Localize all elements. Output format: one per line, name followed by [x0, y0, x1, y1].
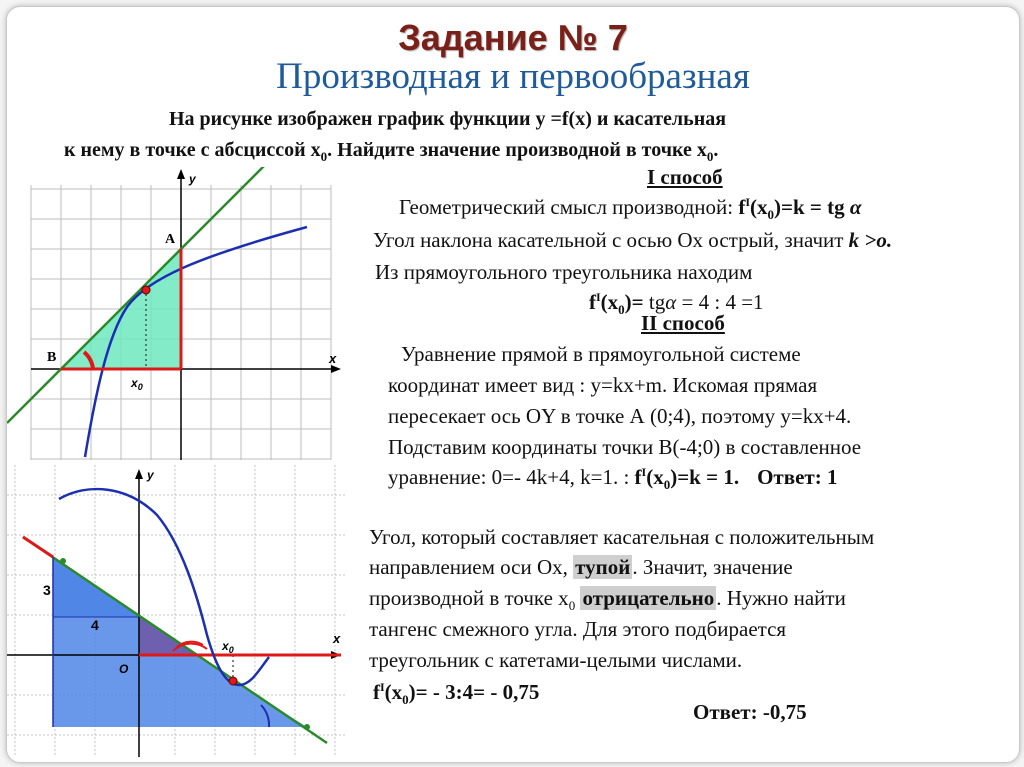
negative-highlight: отрицательно — [582, 586, 715, 610]
graph-1-y-label: y — [189, 172, 196, 186]
graph-1-x0-label: $x_0$ — [131, 376, 143, 392]
part2-line-3: производной в точке $x_0$ отрицательно. Нужно найти — [369, 586, 846, 614]
graph-2-leg-4-label: 4 — [91, 617, 99, 633]
part2-line-1: Угол, который составляет касательная с положительным — [369, 525, 875, 549]
method1-line-1: Геометрический смысл производной: $f^I(x_0)=k$ = tg α — [399, 195, 862, 223]
task-line-2: к нему в точке с абсциссой $x_0$. Найдите значение производной в точке $x_0$. — [64, 139, 719, 164]
graph-2 — [7, 465, 352, 763]
graph-2-bottom-point — [304, 724, 310, 730]
method1-line-3: Из прямоугольного треугольника находим — [375, 260, 753, 284]
graph-1 — [7, 167, 352, 467]
method2-heading: II способ — [641, 311, 725, 335]
graph-2-top-point — [60, 558, 66, 564]
method2-line-4: Подставим координаты точки В(-4;0) в составленное — [388, 435, 862, 459]
method2-line-1: Уравнение прямой в прямоугольной системе — [401, 342, 801, 366]
method1-line-4: $f^I(x_0)= tg\alpha = 4$ : 4 =1 — [589, 290, 764, 318]
part2-line-6: $f^I(x_0)=$ - 3:4= - 0,75 — [373, 680, 540, 708]
method2-line-5: уравнение: 0=- 4k+4, k=1. : $f^I(x_0)=k = 1$. Ответ: 1 — [388, 465, 838, 493]
graph-2-y-arrow — [135, 469, 143, 479]
part2-answer: Ответ: -0,75 — [693, 700, 807, 724]
method1-heading: I способ — [647, 165, 723, 189]
obtuse-highlight: тупой — [575, 555, 631, 579]
slide-title: Задание № 7 — [398, 17, 628, 58]
graph-2-tangent-point — [229, 677, 237, 685]
part2-line-4: тангенс смежного угла. Для этого подбирается — [369, 617, 787, 641]
method2-answer: Ответ: 1 — [757, 465, 838, 489]
method1-line-2: Угол наклона касательной с осью Ох острый, значит k >o. — [373, 228, 893, 252]
task-line-1: На рисунке изображен график функции у =f(x) и касательная — [169, 108, 727, 130]
method2-line-2: координат имеет вид : y=kx+m. Искомая прямая — [388, 373, 818, 397]
graph-2-origin-label: O — [119, 662, 129, 676]
graph-1-point-b-label: B — [47, 350, 57, 365]
graph-1-x-label: x — [329, 351, 337, 366]
graph-2-x0-label: $x_0$ — [222, 639, 234, 655]
part2-line-5: треугольник с катетами-целыми числами. — [369, 648, 743, 672]
graph-2-leg-3-label: 3 — [43, 582, 51, 598]
graph-1-point-a-label: A — [165, 232, 176, 247]
graph-1-x-arrow — [331, 365, 341, 373]
graph-1-y-arrow — [177, 169, 185, 179]
graph-1-tangent-point — [142, 286, 150, 294]
graph-2-x-label: x — [333, 631, 341, 646]
graph-2-y-label: y — [147, 468, 154, 482]
part2-line-2: направлением оси Ох, тупой. Значит, значение — [369, 555, 793, 579]
graph-2-red-segment — [23, 537, 53, 557]
method2-line-3: пересекает ось OY в точке А (0;4), поэтому y=kx+4. — [388, 404, 852, 428]
slide — [6, 6, 1020, 763]
slide-subtitle: Производная и первообразная — [276, 56, 750, 97]
